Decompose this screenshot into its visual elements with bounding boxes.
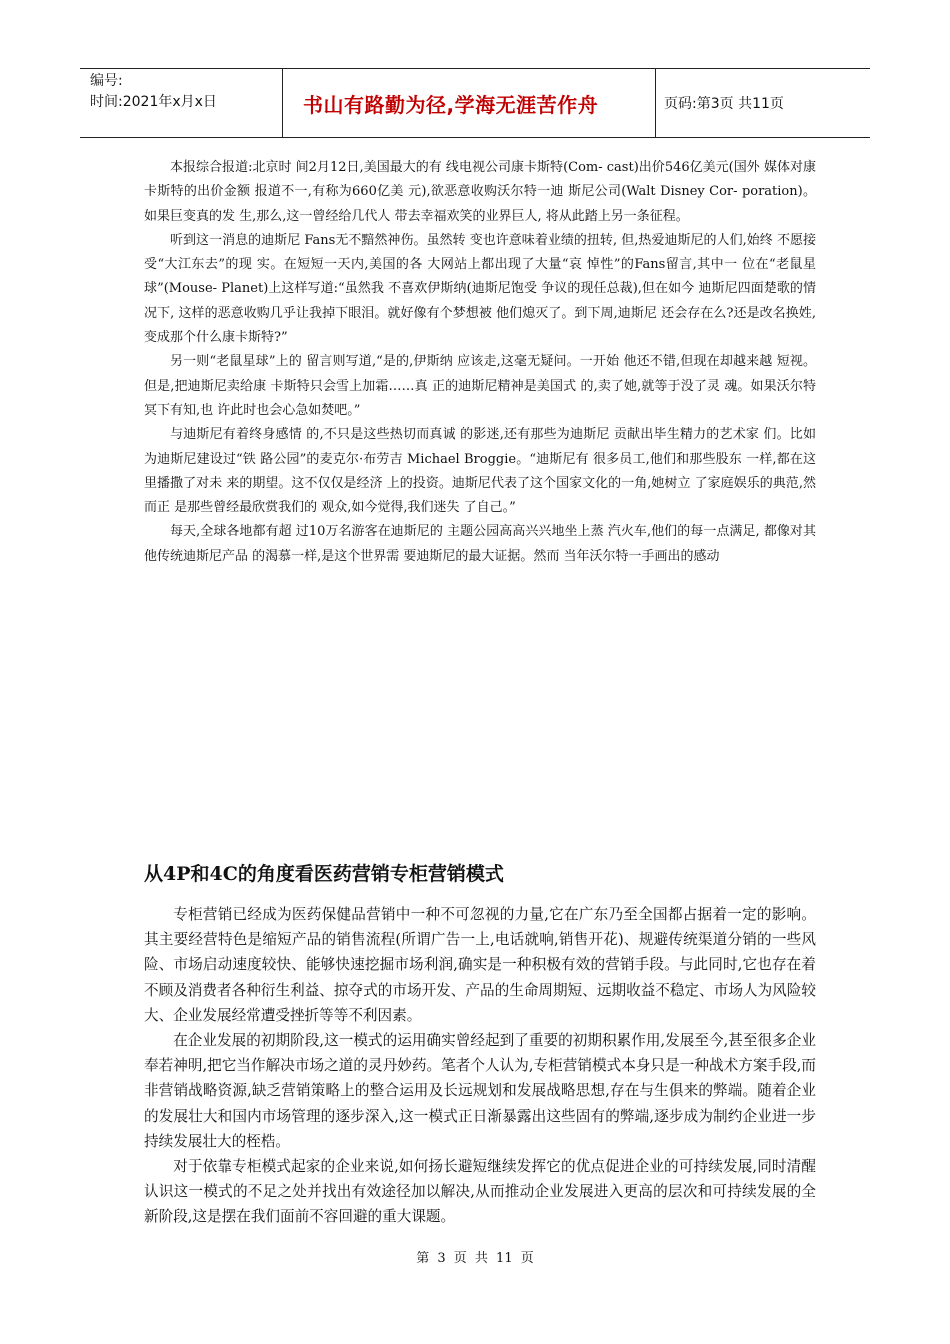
paragraph: 专柜营销已经成为医药保健品营销中一种不可忽视的力量,它在广东乃至全国都占据着一定的影响。其主要经营特色是缩短产品的销售流程(所谓广告一上,电话就响,销售开花)、规避传统渠道分销的一些风险、市场启动速度较快、能够快速挖掘市场利润,确实是一种积极有效的营销手段。与此同时,它也存在着不顾及消费者各种衍生利益、掠夺式的市场开发、产品的生命周期短、远期收益不稳定、市场人为风险较大、企业发展经常遭受挫折等等不利因素。 <box>144 906 816 1024</box>
page-footer: 第 3 页 共 11 页 <box>416 1251 534 1266</box>
paragraph: 与迪斯尼有着终身感情 的,不只是这些热切而真诚 的影迷,还有那些为迪斯尼 贡献出毕生精力的艺术家 们。比如为迪斯尼建设过“铁 路公园”的麦克尔·布劳吉 Michael Broggie。“迪斯尼有 很多员工,他们和那些股东 一样,都在这里播撒了对未 来的期望。这不仅仅是经济 上的投资。迪斯尼代表了这个国家文化的一角,她树立 了家庭娱乐的典范,然而正 是那些曾经最欣赏我们的 观众,如今觉得,我们迷失 了自己。” <box>144 427 816 516</box>
section-title: 从4P和4C的角度看医药营销专柜营销模式 <box>144 863 504 885</box>
article-disney <box>144 156 816 569</box>
number-label: 编号: <box>90 73 123 89</box>
header-page-cell <box>656 69 870 137</box>
document-header <box>80 68 870 138</box>
paragraph: 另一则“老鼠星球”上的 留言则写道,“是的,伊斯纳 应该走,这毫无疑问。一开始 他还不错,但现在却越来越 短视。但是,把迪斯尼卖给康 卡斯特只会雪上加霜……真 正的迪斯尼精神是美国式 的,卖了她,就等于没了灵 魂。如果沃尔特冥下有知,也 许此时也会心急如焚吧。” <box>144 354 816 418</box>
motto: 书山有路勤为径,学海无涯苦作舟 <box>303 92 599 117</box>
time-label: 时间:2021年x月x日 <box>90 94 217 110</box>
paragraph: 对于依靠专柜模式起家的企业来说,如何扬长避短继续发挥它的优点促进企业的可持续发展,同时清醒认识这一模式的不足之处并找出有效途径加以解决,从而推动企业发展进入更高的层次和可持续发展的全新阶段,这是摆在我们面前不容回避的重大课题。 <box>144 1158 816 1226</box>
paragraph: 每天,全球各地都有超 过10万名游客在迪斯尼的 主题公园高高兴兴地坐上蒸 汽火车,他们的每一点满足, 都像对其他传统迪斯尼产品 的渴慕一样,是这个世界需 要迪斯尼的最大证据。然而 当年沃尔特一手画出的感动 <box>144 524 816 564</box>
paragraph: 听到这一消息的迪斯尼 Fans无不黯然神伤。虽然转 变也许意味着业绩的扭转, 但,热爱迪斯尼的人们,始终 不愿接受“大江东去”的现 实。在短短一天内,美国的各 大网站上都出现了大量“哀 悼性”的Fans留言,其中一 位在“老鼠星球”(Mouse- Planet)上这样写道:“虽然我 不喜欢伊斯纳(迪斯尼饱受 争议的现任总裁),但在如今 迪斯尼四面楚歌的情况下, 这样的恶意收购几乎让我掉下眼泪。就好像有个梦想被 他们熄灭了。到下周,迪斯尼 还会存在么?还是改名换姓, 变成那个什么康卡斯特?” <box>144 232 816 346</box>
page-info: 页码:第3页 共11页 <box>664 96 784 112</box>
paragraph: 本报综合报道:北京时 间2月12日,美国最大的有 线电视公司康卡斯特(Com- cast)出价546亿美元(国外 媒体对康卡斯特的出价金额 报道不一,有称为660亿美 元),欲恶意收购沃尔特一迪 斯尼公司(Walt Disney Cor- poration)。如果巨变真的发 生,那么,这一曾经给几代人 带去幸福欢笑的业界巨人, 将从此踏上另一条征程。 <box>144 160 816 224</box>
header-motto-cell <box>282 69 656 137</box>
header-meta <box>80 69 282 137</box>
paragraph: 在企业发展的初期阶段,这一模式的运用确实曾经起到了重要的初期积累作用,发展至今,甚至很多企业奉若神明,把它当作解决市场之道的灵丹妙药。笔者个人认为,专柜营销模式本身只是一种战术方案手段,而非营销战略资源,缺乏营销策略上的整合运用及长远规划和发展战略思想,存在与生俱来的弊端。随着企业的发展壮大和国内市场管理的逐步深入,这一模式正日渐暴露出这些固有的弊端,逐步成为制约企业进一步持续发展壮大的桎梏。 <box>144 1032 816 1150</box>
article-marketing <box>144 902 816 1230</box>
